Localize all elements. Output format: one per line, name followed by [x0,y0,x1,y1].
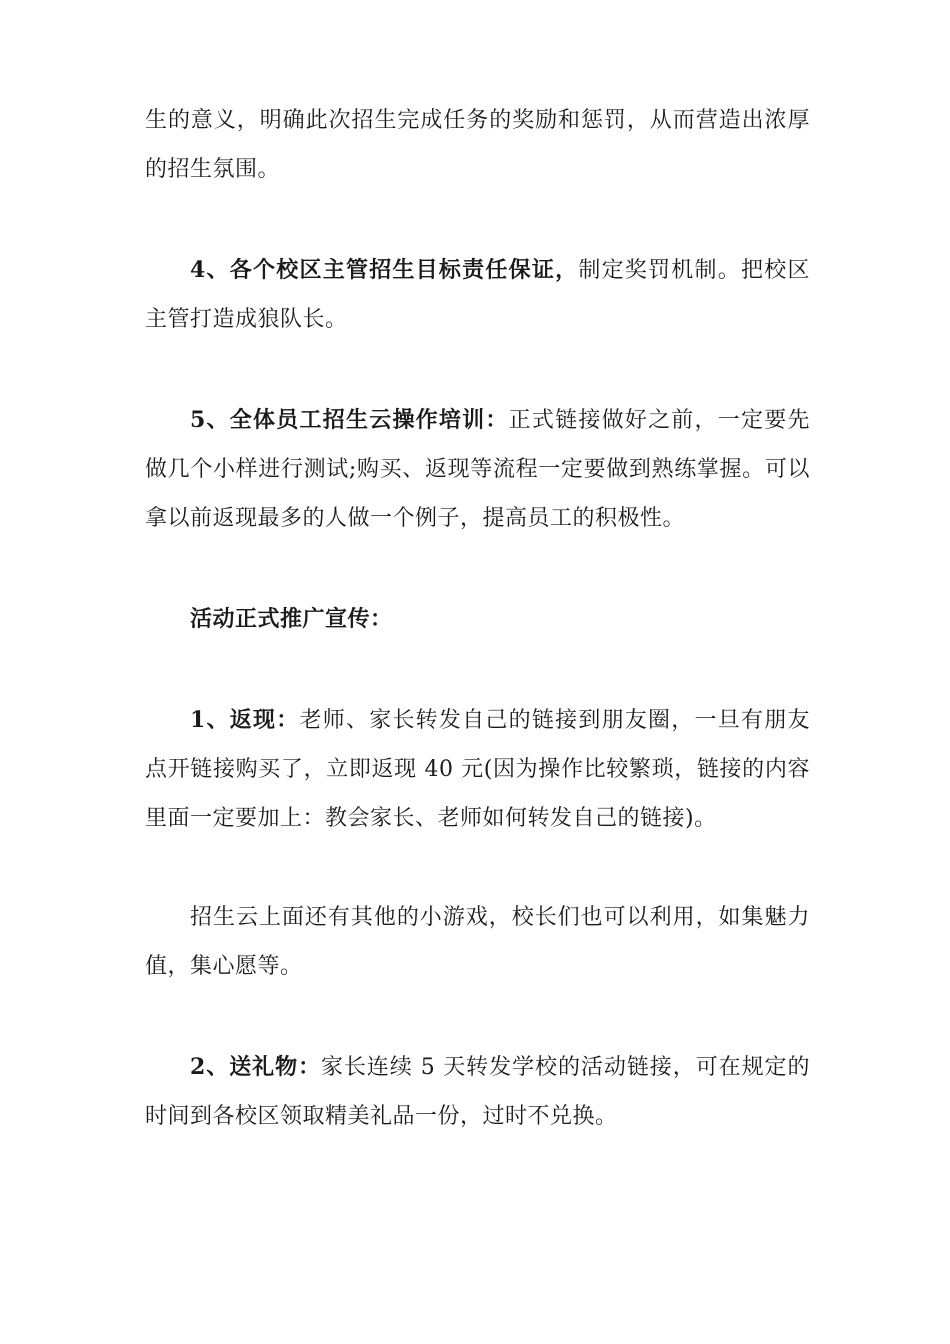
paragraph-heading: 2、送礼物： [190,1054,322,1080]
paragraph-text: 家长连续 5 天转发学校的活动链接，可在规定的时间到各校区领取精美礼品一份，过时不兑换。 [145,1055,810,1129]
paragraph-text: 老师、家长转发自己的链接到朋友圈，一旦有朋友点开链接购买了，立即返现 40 元(因为操作比较繁琐，链接的内容里面一定要加上：教会家长、老师如何转发自己的链接)。 [145,708,810,831]
paragraph-continuation [145,96,810,194]
paragraph-text: 招生云上面还有其他的小游戏，校长们也可以利用，如集魅力值，集心愿等。 [145,905,810,979]
paragraph-text: 制定奖罚机制。把校区主管打造成狼队长。 [145,258,810,332]
paragraph-heading: 4、各个校区主管招生目标责任保证， [190,257,579,283]
paragraph-mini-games [145,893,810,991]
paragraph-text: 正式链接做好之前，一定要先做几个小样进行测试;购买、返现等流程一定要做到熟练掌握。可以拿以前返现最多的人做一个例子，提高员工的积极性。 [145,408,810,531]
paragraph-item-4 [145,246,810,344]
paragraph-item-5 [145,396,810,543]
paragraph-text: 生的意义，明确此次招生完成任务的奖励和惩罚，从而营造出浓厚的招生氛围。 [145,108,810,182]
paragraph-gifts [145,1043,810,1141]
section-heading [145,595,810,644]
paragraph-heading: 5、全体员工招生云操作培训： [190,407,509,433]
paragraph-heading: 1、返现： [190,707,300,733]
section-heading-text: 活动正式推广宣传： [190,606,393,632]
paragraph-cashback [145,696,810,843]
